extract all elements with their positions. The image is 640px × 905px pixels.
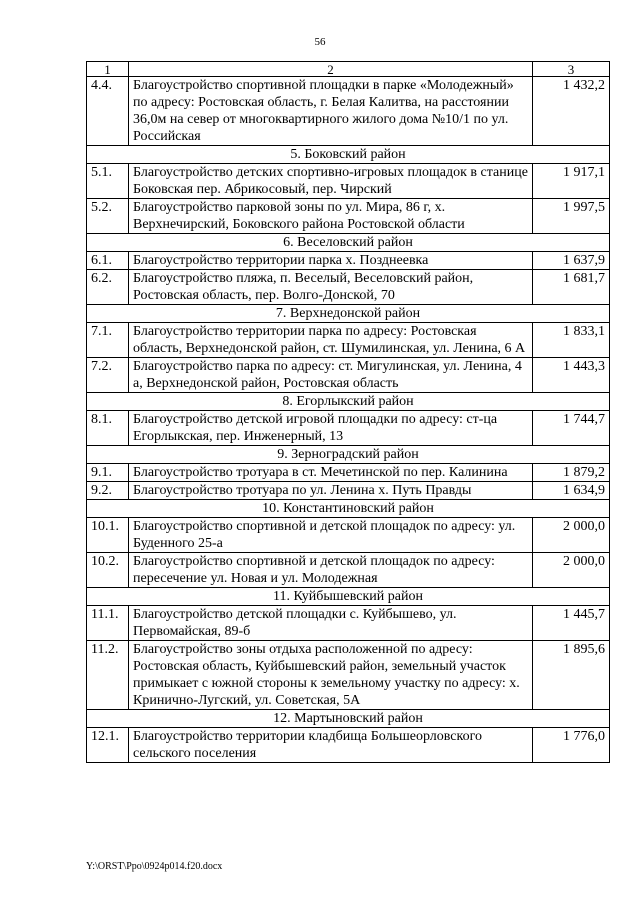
row-number: 4.4. [87, 77, 129, 146]
row-number: 6.1. [87, 252, 129, 270]
row-description: Благоустройство спортивной и детской площадок по адресу: пересечение ул. Новая и ул. Молодежная [129, 553, 533, 588]
row-description: Благоустройство тротуара по ул. Ленина х. Путь Правды [129, 482, 533, 500]
row-description: Благоустройство детской площадки с. Куйбышево, ул. Первомайская, 89-б [129, 606, 533, 641]
table-row [87, 641, 610, 710]
table-row [87, 728, 610, 763]
row-number: 10.2. [87, 553, 129, 588]
table-row [87, 411, 610, 446]
header-col-2: 2 [129, 62, 533, 77]
section-row [87, 710, 610, 728]
row-amount: 1 776,0 [533, 728, 610, 763]
row-amount: 1 879,2 [533, 464, 610, 482]
row-amount: 1 681,7 [533, 270, 610, 305]
row-number: 5.1. [87, 164, 129, 199]
table-row [87, 606, 610, 641]
row-amount: 1 634,9 [533, 482, 610, 500]
table-row [87, 323, 610, 358]
row-number: 8.1. [87, 411, 129, 446]
row-amount: 1 637,9 [533, 252, 610, 270]
row-amount: 1 443,3 [533, 358, 610, 393]
table-row [87, 464, 610, 482]
row-amount: 1 833,1 [533, 323, 610, 358]
row-number: 6.2. [87, 270, 129, 305]
row-amount: 2 000,0 [533, 553, 610, 588]
row-number: 11.2. [87, 641, 129, 710]
row-description: Благоустройство детских спортивно-игровых площадок в станице Боковская пер. Абрикосовый, пер. Чирский [129, 164, 533, 199]
section-row [87, 588, 610, 606]
table-row [87, 270, 610, 305]
table-row [87, 553, 610, 588]
row-description: Благоустройство детской игровой площадки по адресу: ст-ца Егорлыкская, пер. Инженерный, 13 [129, 411, 533, 446]
row-description: Благоустройство парковой зоны по ул. Мира, 86 г, х. Верхнечирский, Боковского района Ростовской области [129, 199, 533, 234]
row-amount: 1 895,6 [533, 641, 610, 710]
row-description: Благоустройство спортивной и детской площадок по адресу: ул. Буденного 25-а [129, 518, 533, 553]
page-number: 56 [314, 36, 326, 48]
row-number: 12.1. [87, 728, 129, 763]
row-description: Благоустройство зоны отдыха расположенной по адресу: Ростовская область, Куйбышевский район, земельный участок примыкает с южной стороны к земельному участку по адресу: х. Кринично-Лугский, ул. Советская, 5А [129, 641, 533, 710]
row-description: Благоустройство тротуара в ст. Мечетинской по пер. Калинина [129, 464, 533, 482]
row-description: Благоустройство территории парка по адресу: Ростовская область, Верхнедонской район, ст. Шумилинская, ул. Ленина, 6 А [129, 323, 533, 358]
section-title: 11. Куйбышевский район [87, 588, 610, 606]
section-title: 7. Верхнедонской район [87, 305, 610, 323]
table-row [87, 518, 610, 553]
row-number: 7.2. [87, 358, 129, 393]
row-description: Благоустройство пляжа, п. Веселый, Веселовский район, Ростовская область, пер. Волго-Донской, 70 [129, 270, 533, 305]
section-row [87, 500, 610, 518]
header-col-1: 1 [87, 62, 129, 77]
row-description: Благоустройство парка по адресу: ст. Мигулинская, ул. Ленина, 4 а, Верхнедонской район, Ростовская область [129, 358, 533, 393]
row-amount: 1 432,2 [533, 77, 610, 146]
row-number: 5.2. [87, 199, 129, 234]
section-row [87, 146, 610, 164]
row-amount: 1 445,7 [533, 606, 610, 641]
table-row [87, 164, 610, 199]
section-title: 12. Мартыновский район [87, 710, 610, 728]
table-row [87, 77, 610, 146]
section-row [87, 234, 610, 252]
section-title: 5. Боковский район [87, 146, 610, 164]
section-row [87, 393, 610, 411]
table-row [87, 199, 610, 234]
section-row [87, 305, 610, 323]
file-path-footer: Y:\ORST\Ppo\0924p014.f20.docx [86, 861, 223, 872]
header-col-3: 3 [533, 62, 610, 77]
row-amount: 1 917,1 [533, 164, 610, 199]
row-number: 9.2. [87, 482, 129, 500]
row-amount: 2 000,0 [533, 518, 610, 553]
row-description: Благоустройство территории парка х. Позднеевка [129, 252, 533, 270]
projects-table [86, 61, 610, 763]
table-row [87, 482, 610, 500]
row-amount: 1 997,5 [533, 199, 610, 234]
row-number: 10.1. [87, 518, 129, 553]
table-header-row [87, 62, 610, 77]
section-title: 8. Егорлыкский район [87, 393, 610, 411]
section-row [87, 446, 610, 464]
row-description: Благоустройство территории кладбища Большеорловского сельского поселения [129, 728, 533, 763]
row-number: 7.1. [87, 323, 129, 358]
section-title: 9. Зерноградский район [87, 446, 610, 464]
table-row [87, 252, 610, 270]
section-title: 6. Веселовский район [87, 234, 610, 252]
section-title: 10. Константиновский район [87, 500, 610, 518]
row-number: 11.1. [87, 606, 129, 641]
row-amount: 1 744,7 [533, 411, 610, 446]
row-description: Благоустройство спортивной площадки в парке «Молодежный» по адресу: Ростовская область, г. Белая Калитва, на расстоянии 36,0м на север от многоквартирного жилого дома №10/1 по ул. Российская [129, 77, 533, 146]
table-row [87, 358, 610, 393]
row-number: 9.1. [87, 464, 129, 482]
